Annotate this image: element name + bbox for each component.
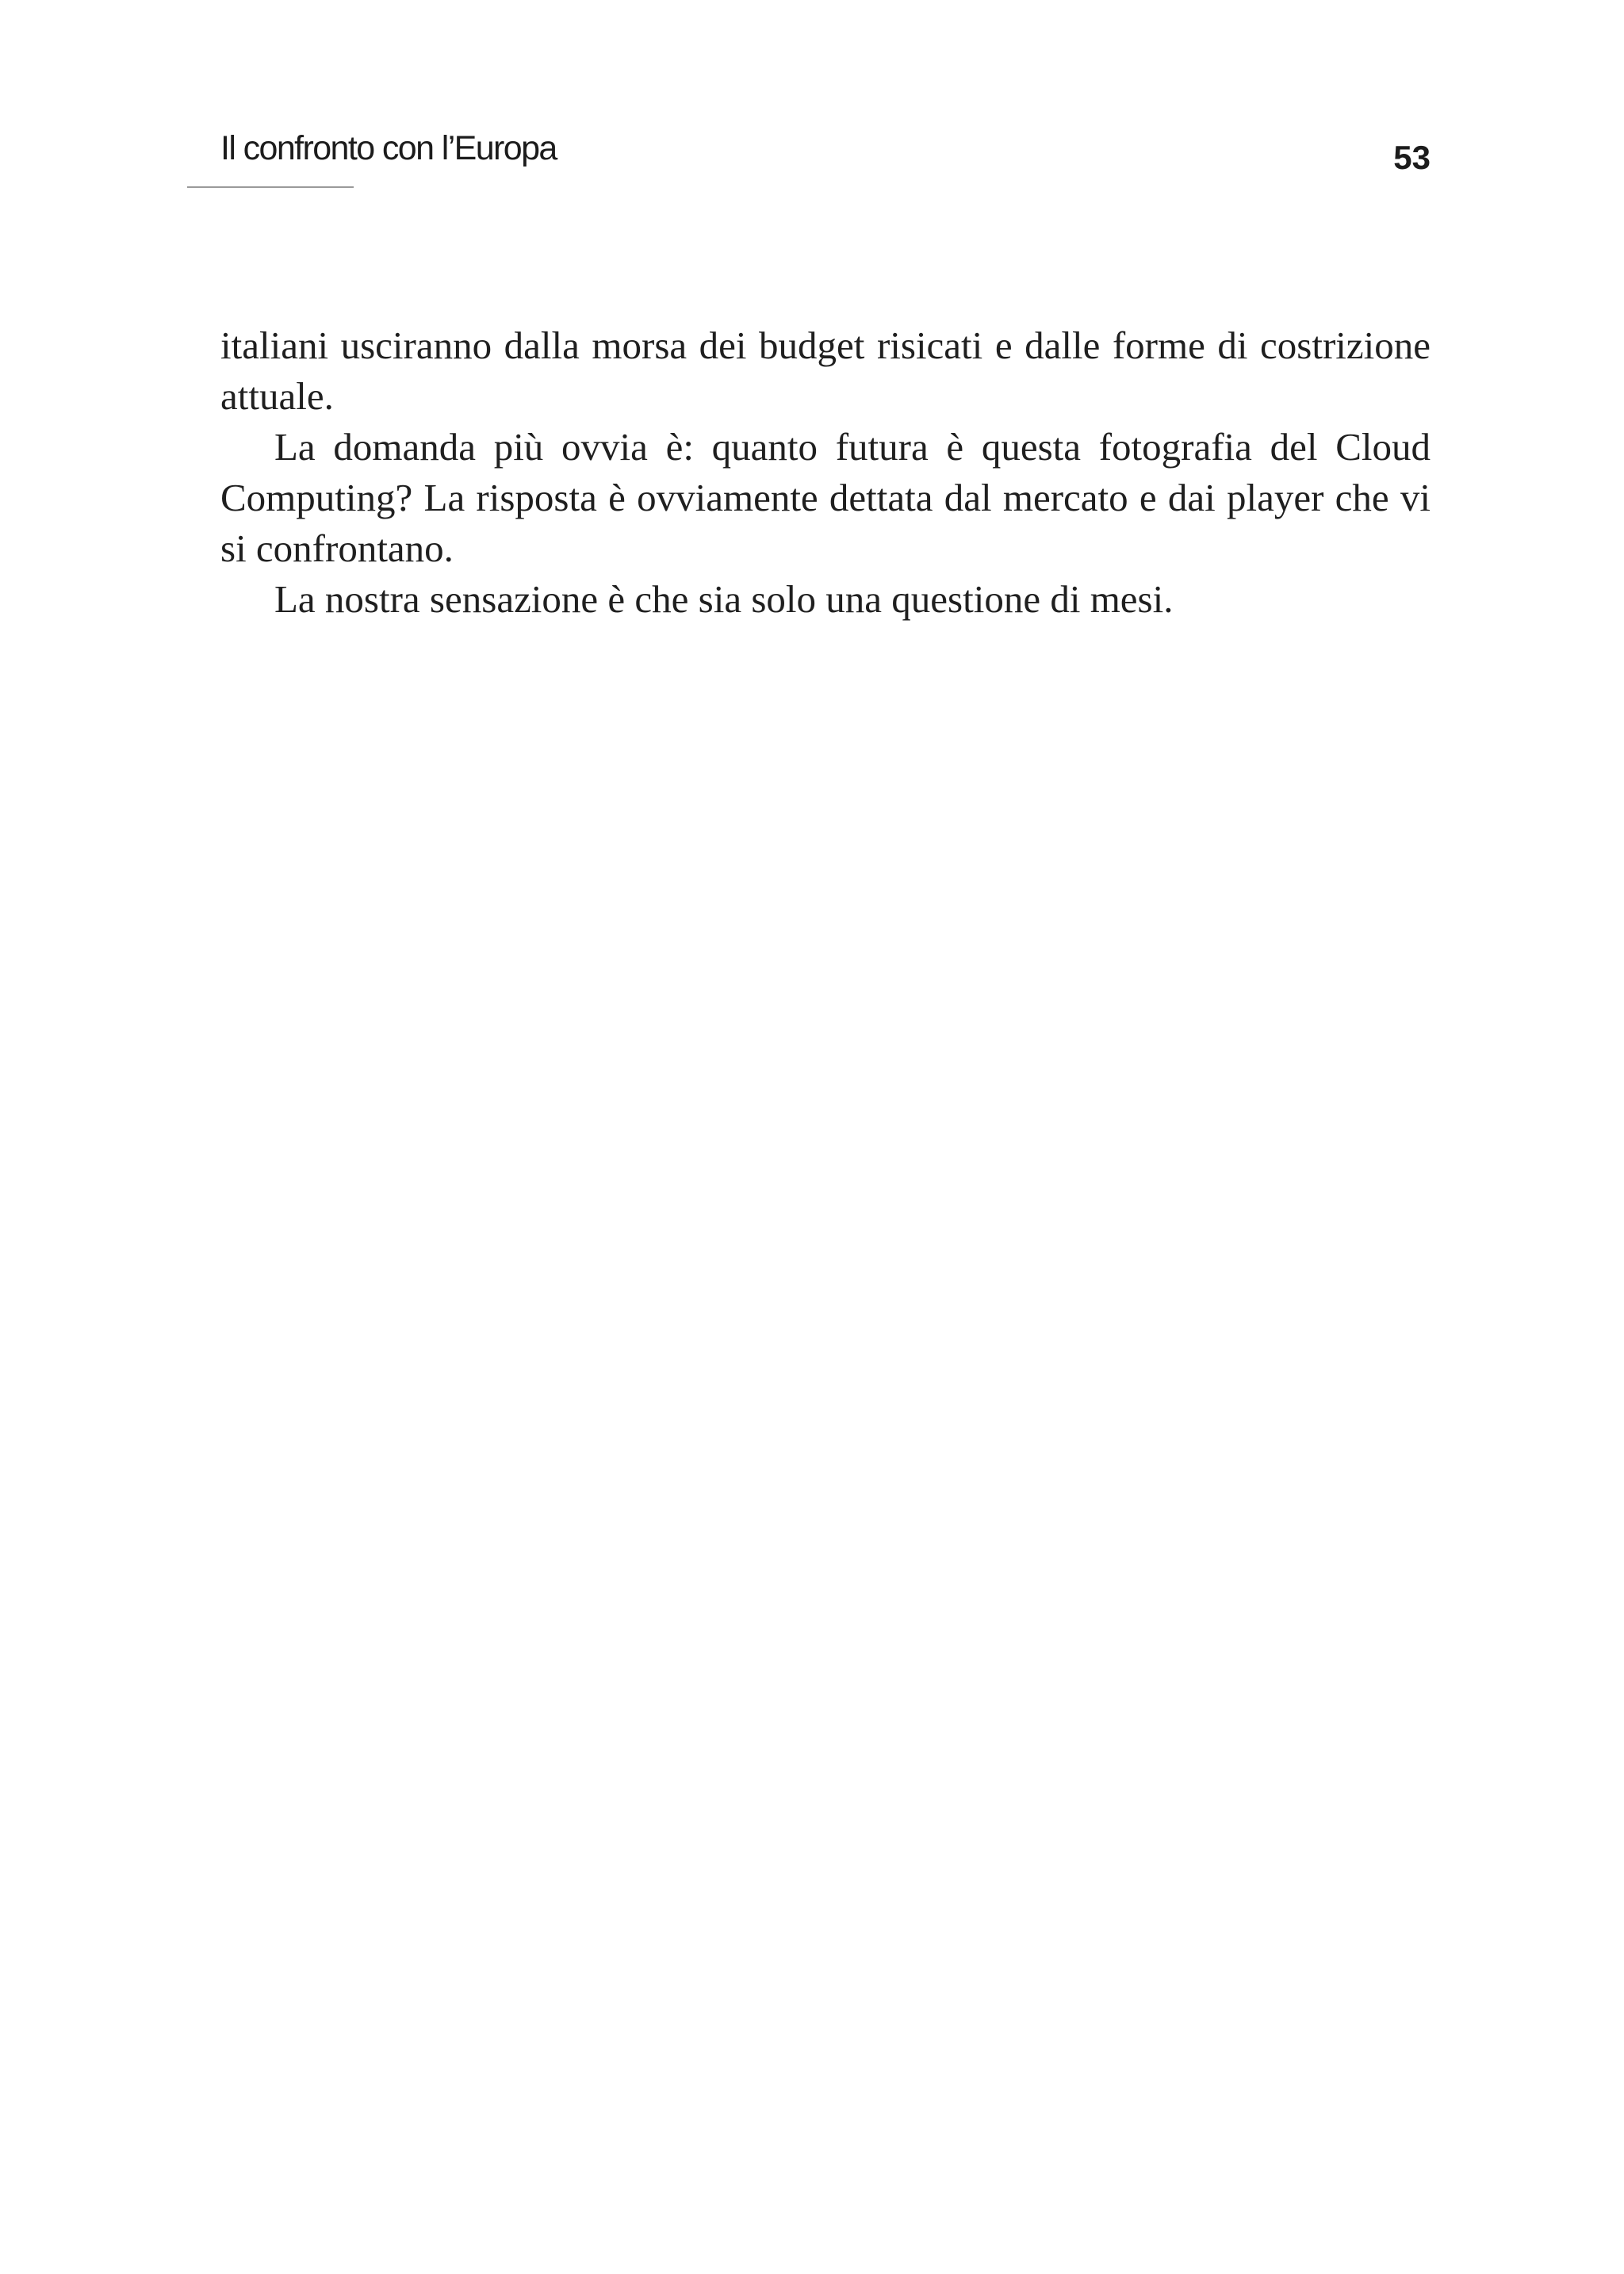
running-head-rule bbox=[187, 186, 354, 188]
page-number: 53 bbox=[1393, 139, 1431, 176]
paragraph: La domanda più ovvia è: quanto futura è questa fotografia del Cloud Computing? La risposta è ovviamente dettata dal mercato e dai player che vi si confrontano. bbox=[220, 425, 1431, 570]
body-text bbox=[220, 320, 1431, 625]
paragraph: La nostra sensazione è che sia solo una questione di mesi. bbox=[274, 577, 1174, 621]
paragraph-continuation: italiani usciranno dalla morsa dei budget risicati e dalle forme di costrizione attuale. bbox=[220, 323, 1431, 418]
running-head-title: Il confronto con l’Europa bbox=[220, 129, 557, 167]
